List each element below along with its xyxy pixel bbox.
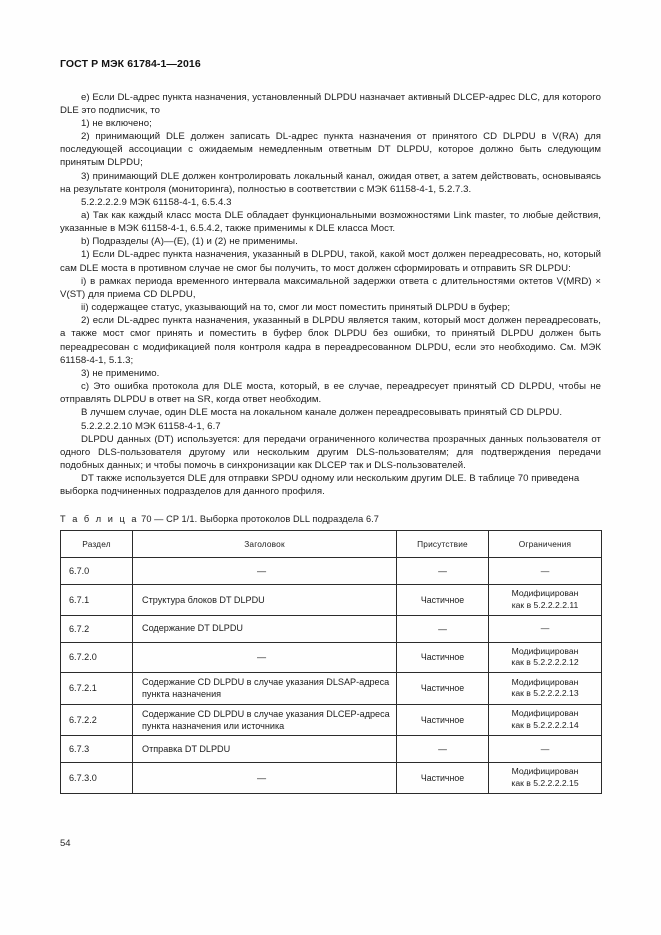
cell-restriction	[489, 736, 602, 763]
table-row	[61, 763, 602, 793]
cell-section: 6.7.3	[61, 736, 133, 763]
cell-restriction	[489, 615, 602, 642]
table-body	[61, 558, 602, 793]
cell-restriction	[489, 642, 602, 672]
paragraph: 1) Если DL-адрес пункта назначения, указанный в DLPDU, такой, какой мост должен переадресовать, но, который сам DLE моста в противном случае не смог бы получить, то мост должен сформировать и отправить SR DLPDU:	[60, 249, 601, 274]
cell-title: Структура блоков DT DLPDU	[133, 585, 397, 615]
cell-section: 6.7.3.0	[61, 763, 133, 793]
cell-title: —	[133, 558, 397, 585]
cell-section: 6.7.2.1	[61, 672, 133, 704]
cell-title: —	[133, 763, 397, 793]
table-header-row	[61, 531, 602, 558]
paragraph: a) Так как каждый класс моста DLE обладает функциональными возможностями Link master, то любые действия, указанные в МЭК 61158-4-1, 6.5.4.2, также применимы к DLE класса Мост.	[60, 210, 601, 235]
cell-section: 6.7.2.0	[61, 642, 133, 672]
cell-section: 6.7.1	[61, 585, 133, 615]
body-text-block	[60, 91, 601, 499]
cell-presence: Частичное	[397, 585, 489, 615]
column-header-restriction: Ограничения	[489, 531, 602, 558]
table-caption-prefix: Т а б л и ц а	[60, 514, 139, 525]
cell-title: Содержание CD DLPDU в случае указания DLSAP-адреса пункта назначения	[133, 672, 397, 704]
paragraph: 5.2.2.2.2.9 МЭК 61158-4-1, 6.5.4.3	[81, 196, 232, 208]
paragraph: c) Это ошибка протокола для DLE моста, который, в ее случае, переадресует принятый CD DLPDU, чтобы не отправлять DLPDU в ответ на SR, когда ответ необходим.	[60, 381, 601, 406]
paragraph: 5.2.2.2.2.10 МЭК 61158-4-1, 6.7	[81, 420, 221, 432]
table-head	[61, 531, 602, 558]
cell-presence: —	[397, 615, 489, 642]
paragraph: ii) содержащее статус, указывающий на то, смог ли мост поместить принятый DLPDU в буфер;	[81, 302, 511, 314]
restriction-line2: как в 5.2.2.2.2.15	[511, 778, 579, 789]
standard-header: ГОСТ Р МЭК 61784-1—2016	[60, 58, 201, 70]
protocol-selection-table	[60, 530, 602, 793]
restriction-line2: как в 5.2.2.2.2.11	[511, 600, 579, 611]
cell-title: —	[133, 642, 397, 672]
restriction-line1: —	[540, 622, 550, 633]
cell-restriction	[489, 763, 602, 793]
table-caption-rest: 70 — CP 1/1. Выборка протоколов DLL подраздела 6.7	[138, 514, 380, 525]
cell-title: Отправка DT DLPDU	[133, 736, 397, 763]
restriction-line1: Модифицирован	[511, 708, 579, 719]
restriction-line2: как в 5.2.2.2.2.13	[511, 688, 579, 699]
paragraph: 1) не включено;	[81, 117, 152, 129]
column-header-section: Раздел	[61, 531, 133, 558]
paragraph: e) Если DL-адрес пункта назначения, установленный DLPDU назначает активный DLCEP-адрес DLC, для которого DLE это подписчик, то	[60, 91, 601, 116]
cell-presence: Частичное	[397, 672, 489, 704]
restriction-line1: Модифицирован	[511, 588, 579, 599]
table-row	[61, 672, 602, 704]
cell-title: Содержание CD DLPDU в случае указания DLCEP-адреса пункта назначения или источника	[133, 704, 397, 736]
restriction-line2: как в 5.2.2.2.2.12	[511, 657, 579, 668]
cell-presence: Частичное	[397, 704, 489, 736]
paragraph: 2) принимающий DLE должен записать DL-адрес пункта назначения от принятого CD DLPDU в V(RA) для последующей ассоциации с ожидаемым немедленным ответным DT DLPDU, которое должно быть следующим принятым DLPDU;	[60, 131, 601, 169]
cell-restriction	[489, 704, 602, 736]
table-row	[61, 615, 602, 642]
cell-presence: —	[397, 736, 489, 763]
paragraph: В лучшем случае, один DLE моста на локальном канале должен переадресовывать принятый CD DLPDU.	[81, 407, 563, 419]
restriction-line1: Модифицирован	[511, 676, 579, 687]
cell-restriction	[489, 672, 602, 704]
cell-section: 6.7.2.2	[61, 704, 133, 736]
restriction-line1: —	[540, 743, 550, 754]
cell-presence: —	[397, 558, 489, 585]
table-row	[61, 558, 602, 585]
cell-restriction	[489, 558, 602, 585]
restriction-line1: —	[540, 565, 550, 576]
restriction-line1: Модифицирован	[511, 645, 579, 656]
table-row	[61, 585, 602, 615]
paragraph: DT также используется DLE для отправки SPDU одному или нескольким другим DLE. В таблице 70 приведена выборка подчиненных подразделов для данного профиля.	[60, 473, 580, 498]
cell-section: 6.7.0	[61, 558, 133, 585]
cell-restriction	[489, 585, 602, 615]
cell-title: Содержание DT DLPDU	[133, 615, 397, 642]
table-row	[61, 642, 602, 672]
cell-presence: Частичное	[397, 763, 489, 793]
column-header-title: Заголовок	[133, 531, 397, 558]
page-number: 54	[60, 838, 71, 849]
paragraph: b) Подразделы (A)—(E), (1) и (2) не применимы.	[81, 236, 298, 248]
paragraph: 3) не применимо.	[81, 367, 160, 379]
paragraph: DLPDU данных (DT) используется: для передачи ограниченного количества прозрачных данных пользователя от одного DLS-пользователя другому или нескольким другим DLS-пользователям; для подтверждения передачи подобных данных; и чтобы помочь в синхронизации как DLCEP так и DLS-пользователей.	[60, 433, 601, 471]
paragraph: 3) принимающий DLE должен контролировать локальный канал, ожидая ответ, а затем действовать, основываясь на результате контроля (мониторинга), полностью в соответствии с МЭК 61158-4-1, 5.2.7.3.	[60, 170, 601, 195]
paragraph: i) в рамках периода временного интервала максимальной задержки ответа с длительностями октетов V(MRD) × V(ST) для приема CD DLPDU,	[60, 275, 601, 300]
cell-section: 6.7.2	[61, 615, 133, 642]
column-header-presence: Присутствие	[397, 531, 489, 558]
table-row	[61, 704, 602, 736]
table-row	[61, 736, 602, 763]
paragraph: 2) если DL-адрес пункта назначения, указанный в DLPDU является таким, который мост должен переадресовать, а также мост смог принять и поместить в буфер блок DLPDU без ошибки, то принятый DLPDU должен быть переадресован с модификацией поля контроля кадра в переадресованном DLPDU, если это необходимо. См. МЭК 61158-4-1, 5.1.3;	[60, 315, 601, 366]
page-content	[60, 58, 601, 794]
table-caption	[60, 514, 601, 524]
cell-presence: Частичное	[397, 642, 489, 672]
restriction-line1: Модифицирован	[511, 766, 579, 777]
restriction-line2: как в 5.2.2.2.2.14	[511, 720, 579, 731]
